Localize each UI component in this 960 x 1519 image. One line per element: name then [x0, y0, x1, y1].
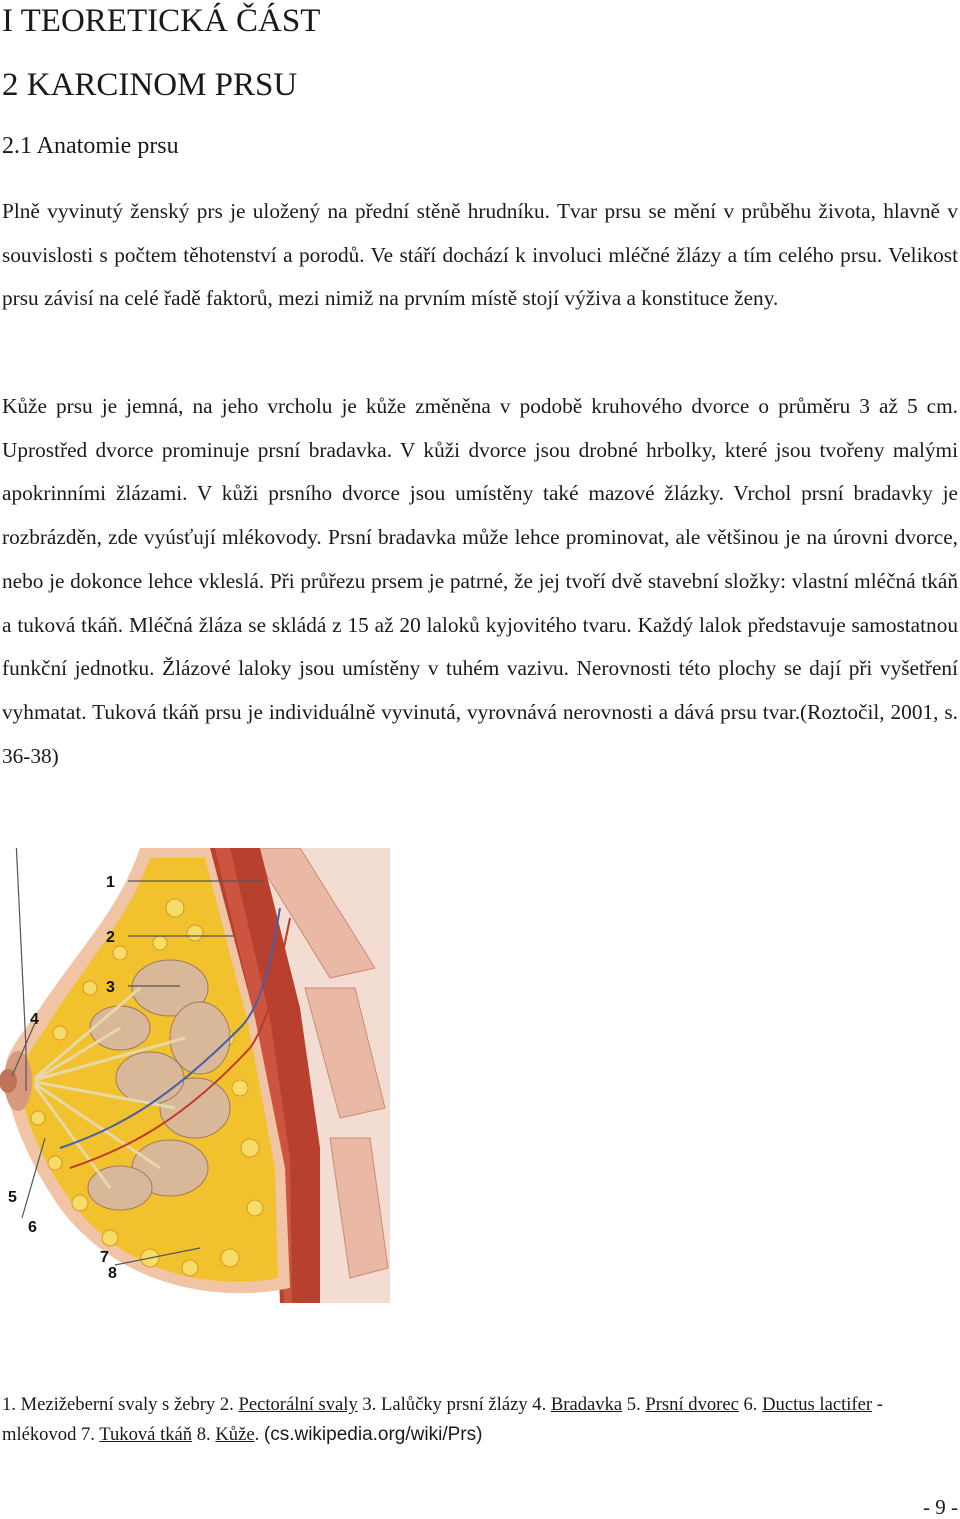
paragraph-breast-skin-anatomy: Kůže prsu je jemná, na jeho vrcholu je kůže změněna v podobě kruhového dvorce o průměru 3 až 5 cm. Uprostřed dvorce prominuje prsní bradavka. V kůži dvorce jsou drobné hrbolky, které jsou tvořeny malými apokrinními žlázami. V kůži prsního dvorce jsou umístěny také mazové žlázky. Vrchol prsní bradavky je rozbrázděn, zde vyúsťují mlékovody. Prsní bradavka může lehce prominovat, ale většinou je na úrovni dvorce, nebo je dokonce lehce vkleslá. Při průřezu prsem je patrné, že jej tvoří dvě stavební složky: vlastní mléčná tkáň a tuková tkáň. Mléčná žláza se skládá z 15 až 20 laloků kyjovitého tvaru. Každý lalok představuje samostatnou funkční jednotku. Žlázové laloky jsou umístěny v tuhém vazivu. Nerovnosti této plochy se dají při vyšetření vyhmatat. Tuková tkáň prsu je individuálně vyvinutá, vyrovnává nerovnosti a dává prsu tvar.(Roztočil, 2001, s. 36-38): [2, 394, 958, 768]
caption-link-nipple[interactable]: Bradavka: [550, 1394, 623, 1415]
figure-label-1: 1: [106, 874, 115, 891]
caption-text-4: 6.: [738, 1394, 763, 1415]
figure-label-8: 8: [108, 1265, 117, 1282]
section-heading: 2.1 Anatomie prsu: [2, 133, 179, 159]
caption-link-ductus-lactifer[interactable]: Ductus lactifer: [762, 1394, 873, 1415]
figure-label-2: 2: [106, 929, 115, 946]
caption-text-7: .: [254, 1424, 264, 1445]
page-number: - 9 -: [923, 1495, 958, 1519]
caption-source: (cs.wikipedia.org/wiki/Prs): [263, 1424, 483, 1445]
figure-caption: [2, 1390, 942, 1450]
caption-text-2: 3. Lalůčky prsní žlázy 4.: [357, 1394, 551, 1415]
caption-link-skin[interactable]: Kůže: [215, 1424, 255, 1445]
part-heading: I TEORETICKÁ ČÁST: [2, 3, 321, 39]
caption-link-fat-tissue[interactable]: Tuková tkáň: [99, 1424, 193, 1445]
figure-label-4: 4: [30, 1011, 39, 1028]
paragraph-breast-description: Plně vyvinutý ženský prs je uložený na přední stěně hrudníku. Tvar prsu se mění v průběhu života, hlavně v souvislosti s počtem těhotenství a porodů. Ve stáří dochází k involuci mléčné žlázy a tím celého prsu. Velikost prsu závisí na celé řadě faktorů, mezi nimiž na prvním místě stojí výživa a konstituce ženy.: [2, 199, 958, 311]
caption-text-6: 8.: [192, 1424, 216, 1445]
figure-label-7: 7: [100, 1249, 109, 1266]
caption-text-3: 5.: [622, 1394, 646, 1415]
figure-label-3: 3: [106, 979, 115, 996]
caption-text-5: - mlékovod 7.: [2, 1394, 883, 1445]
chapter-heading: 2 KARCINOM PRSU: [2, 67, 298, 103]
caption-link-areola[interactable]: Prsní dvorec: [645, 1394, 739, 1415]
breast-anatomy-illustration: [0, 848, 390, 1303]
figure-label-6: 6: [28, 1219, 37, 1236]
caption-link-pectoral[interactable]: Pectorální svaly: [238, 1394, 358, 1415]
caption-text-1: 1. Mezižeberní svaly s žebry 2.: [2, 1394, 239, 1415]
figure-label-5: 5: [8, 1189, 17, 1206]
